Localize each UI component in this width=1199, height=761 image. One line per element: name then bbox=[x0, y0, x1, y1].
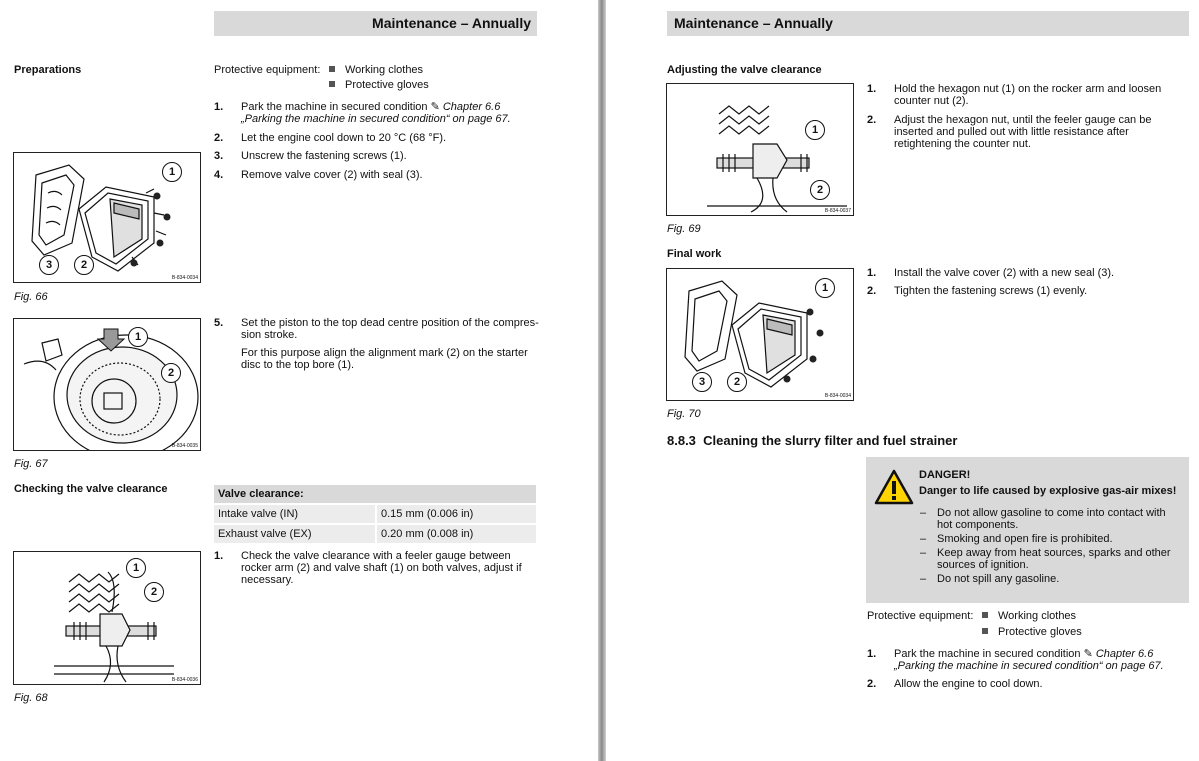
protective-item: Working clothes bbox=[982, 610, 1076, 623]
danger-item: – Smoking and open fire is prohibited. bbox=[937, 533, 1177, 545]
callout-marker: 1 bbox=[128, 327, 148, 347]
callout-marker: 1 bbox=[815, 278, 835, 298]
bullet-square-icon bbox=[329, 81, 335, 87]
adjusting-heading: Adjusting the valve clearance bbox=[667, 64, 822, 76]
figure-caption: Fig. 66 bbox=[14, 291, 48, 303]
figure-68 bbox=[13, 551, 201, 685]
danger-item: – Do not allow gasoline to come into contact with hot components. bbox=[937, 507, 1177, 531]
callout-marker: 1 bbox=[805, 120, 825, 140]
preparations-heading: Preparations bbox=[14, 64, 82, 76]
page-header-right: Maintenance – Annually bbox=[667, 11, 1189, 36]
figure-caption: Fig. 70 bbox=[667, 408, 701, 420]
chapter-link[interactable]: Chapter 6.6 bbox=[442, 101, 501, 113]
figure-69 bbox=[666, 83, 854, 216]
figure-caption: Fig. 68 bbox=[14, 692, 48, 704]
callout-marker: 2 bbox=[74, 255, 94, 275]
callout-marker: 1 bbox=[126, 558, 146, 578]
danger-title: Danger to life caused by explosive gas-air mixes! bbox=[919, 485, 1177, 497]
step-note: For this purpose align the alignment mark (2) on the starter disc to the top bore (1). bbox=[241, 347, 528, 371]
protective-equipment-label: Protective equipment: bbox=[867, 610, 974, 622]
page-left: Maintenance – Annually Preparations Protective equipment: Working clothes Protective gloves 1. Park the machine in secured condition ✎ Chapter 6.6 „Parking the machine in secured condition“ on page 67. 2. Let the engine cool down to 20 °C (68 °F). 3. Unscrew the fastening screws (1). 4. Remove valve cover (2) with seal (3). 1 2 3 B-834-0034 Fig. 66 1 2 B-834-0035 Fig. 67 5. Set the piston to the top dead centre position of the compres-sion stroke. For this purpose align the alignment mark (2) on the starter disc to the top bore (1). Checking the valve clearance Valve clearance: Intake valve (IN) 0.15 mm (0.006 in) Exhaust valve (EX) 0.20 mm (0.008 in) 1. Check the valve clearance with a feeler gauge between rocker arm (2) and valve shaft (1) on both valves, adjust if necessary. 1 2 B-834-0036 Fig. 68 bbox=[0, 0, 598, 761]
table-header: Valve clearance: bbox=[214, 485, 536, 504]
danger-item: – Do not spill any gasoline. bbox=[937, 573, 1177, 585]
danger-list bbox=[937, 507, 1177, 587]
chapter-link-title[interactable]: „Parking the machine in secured condition“ on page 67. bbox=[894, 660, 1164, 672]
danger-label: DANGER! bbox=[919, 469, 971, 481]
protective-item: Protective gloves bbox=[329, 79, 429, 92]
chapter-link-icon: ✎ bbox=[430, 101, 440, 113]
figure-code: B-834-0035 bbox=[171, 443, 198, 449]
starter-disc-illustration bbox=[14, 319, 200, 450]
callout-marker: 3 bbox=[39, 255, 59, 275]
danger-item: – Keep away from heat sources, sparks and other sources of ignition. bbox=[937, 547, 1177, 571]
rocker-arm-illustration bbox=[14, 552, 200, 684]
final-work-heading: Final work bbox=[667, 248, 722, 260]
table-row: Intake valve (IN) 0.15 mm (0.006 in) bbox=[214, 504, 536, 524]
callout-marker: 1 bbox=[162, 162, 182, 182]
page-header-left: Maintenance – Annually bbox=[214, 11, 537, 36]
chapter-link[interactable]: Chapter 6.6 bbox=[1095, 648, 1154, 660]
callout-marker: 2 bbox=[810, 180, 830, 200]
figure-code: B-834-0034 bbox=[824, 393, 851, 399]
protective-equipment-label: Protective equipment: bbox=[214, 64, 321, 76]
protective-item: Working clothes bbox=[329, 64, 423, 77]
figure-caption: Fig. 69 bbox=[667, 223, 701, 235]
danger-box bbox=[866, 457, 1189, 603]
figure-code: B-834-0037 bbox=[824, 208, 851, 214]
checking-heading: Checking the valve clearance bbox=[14, 483, 168, 495]
figure-code: B-834-0034 bbox=[171, 275, 198, 281]
callout-marker: 3 bbox=[692, 372, 712, 392]
bullet-square-icon bbox=[982, 628, 988, 634]
figure-67 bbox=[13, 318, 201, 451]
warning-triangle-icon bbox=[874, 469, 914, 505]
protective-item: Protective gloves bbox=[982, 626, 1082, 639]
figure-caption: Fig. 67 bbox=[14, 458, 48, 470]
chapter-link-icon: ✎ bbox=[1083, 648, 1093, 660]
callout-marker: 2 bbox=[161, 363, 181, 383]
callout-marker: 2 bbox=[727, 372, 747, 392]
callout-marker: 2 bbox=[144, 582, 164, 602]
table-row: Exhaust valve (EX) 0.20 mm (0.008 in) bbox=[214, 524, 536, 543]
figure-code: B-834-0036 bbox=[171, 677, 198, 683]
bullet-square-icon bbox=[329, 66, 335, 72]
figure-70 bbox=[666, 268, 854, 401]
bullet-square-icon bbox=[982, 612, 988, 618]
chapter-link-title[interactable]: „Parking the machine in secured condition“ on page 67. bbox=[241, 113, 511, 125]
page-right: Maintenance – Annually Adjusting the valve clearance 1 2 B-834-0037 Fig. 69 1. Hold the hexagon nut (1) on the rocker arm and loosen counter nut (2). 2. Adjust the hexagon nut, until the feeler gauge can be inserted and pulled out with little resistance after retightening the counter nut. Final work 1 2 3 B-834-0034 Fig. 70 1. Install the valve cover (2) with a new seal (3). 2. Tighten the fastening screws (1) evenly. 8.8.3 Cleaning the slurry filter and fuel strainer DANGER! Danger to life caused by explosive gas-air mixes! – Do not allow gasoline to come into contact with hot components. – Smoking and open fire is prohibited. – Keep away from heat sources, sparks and other sources of ignition. – Do not spill any gasoline. Protective equipment: Working clothes Protective gloves 1. Park the machine in secured condition ✎ Chapter 6.6 „Parking the machine in secured condition“ on page 67. 2. Allow the engine to cool down. bbox=[606, 0, 1199, 761]
page-gutter bbox=[598, 0, 606, 761]
valve-clearance-table bbox=[214, 485, 536, 543]
figure-66 bbox=[13, 152, 201, 283]
section-heading: 8.8.3 Cleaning the slurry filter and fuel strainer bbox=[667, 433, 958, 448]
